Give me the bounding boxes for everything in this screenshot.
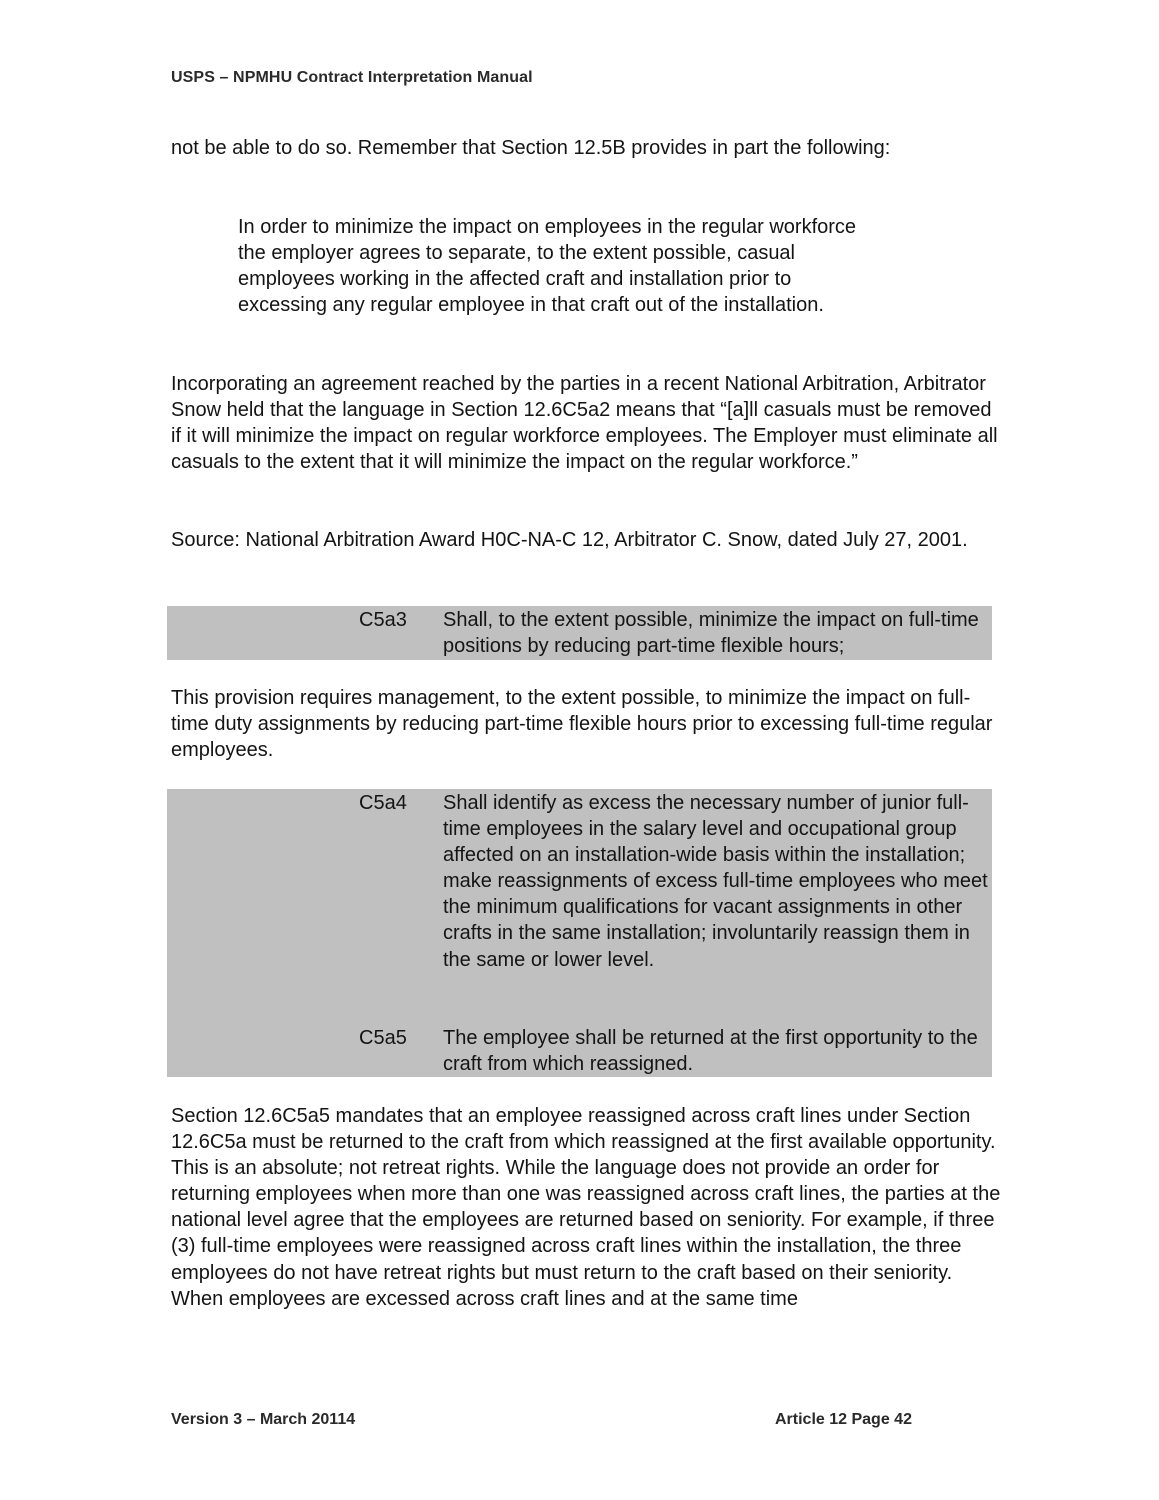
- clause-code: C5a3: [359, 609, 407, 631]
- paragraph-c5a3-explanation: This provision requires management, to the extent possible, to minimize the impact on full-time duty assignments by reducing part-time flexible hours prior to excessing full-time regular employees.: [171, 687, 993, 762]
- page-header: USPS – NPMHU Contract Interpretation Manual: [171, 69, 533, 86]
- paragraph-intro: not be able to do so. Remember that Section 12.5B provides in part the following:: [171, 137, 891, 159]
- footer-page-number: Article 12 Page 42: [775, 1411, 912, 1428]
- clause-text: The employee shall be returned at the first opportunity to the craft from which reassigned.: [443, 1027, 978, 1076]
- paragraph-snow-award: Incorporating an agreement reached by the parties in a recent National Arbitration, Arbitrator Snow held that the language in Section 12.6C5a2 means that “[a]ll casuals must be removed if it will minimize the impact on regular workforce employees. The Employer must eliminate all casuals to the extent that it will minimize the impact on the regular workforce.”: [171, 373, 998, 474]
- block-quote-section-12-5b: In order to minimize the impact on employees in the regular workforce the employer agrees to separate, to the extent possible, casual employees working in the affected craft and installation prior to excessing any regular employee in that craft out of the installation.: [238, 216, 857, 317]
- clause-code: C5a4: [359, 792, 407, 814]
- clause-box-c5a4-c5a5: [167, 789, 992, 1077]
- clause-text: Shall identify as excess the necessary number of junior full-time employees in the salary level and occupational group affected on an installation-wide basis within the installation; make reassignments of excess full-time employees who meet the minimum qualifications for vacant assignments in other crafts in the same installation; involuntarily reassign them in the same or lower level.: [443, 792, 988, 971]
- paragraph-source: Source: National Arbitration Award H0C-NA-C 12, Arbitrator C. Snow, dated July 27, 2001.: [171, 529, 968, 551]
- clause-box-c5a3: [167, 606, 992, 660]
- paragraph-c5a5-explanation: Section 12.6C5a5 mandates that an employee reassigned across craft lines under Section 12.6C5a must be returned to the craft from which reassigned at the first available opportunity. This is an absolute; not retreat rights. While the language does not provide an order for returning employees when more than one was reassigned across craft lines, the parties at the national level agree that the employees are returned based on seniority. For example, if three (3) full-time employees were reassigned across craft lines within the installation, the three employees do not have retreat rights but must return to the craft based on their seniority. When employees are excessed across craft lines and at the same time: [171, 1105, 1001, 1310]
- footer-version: Version 3 – March 20114: [171, 1411, 356, 1428]
- clause-code: C5a5: [359, 1027, 407, 1049]
- clause-text: Shall, to the extent possible, minimize the impact on full-time positions by reducing part-time flexible hours;: [443, 609, 979, 658]
